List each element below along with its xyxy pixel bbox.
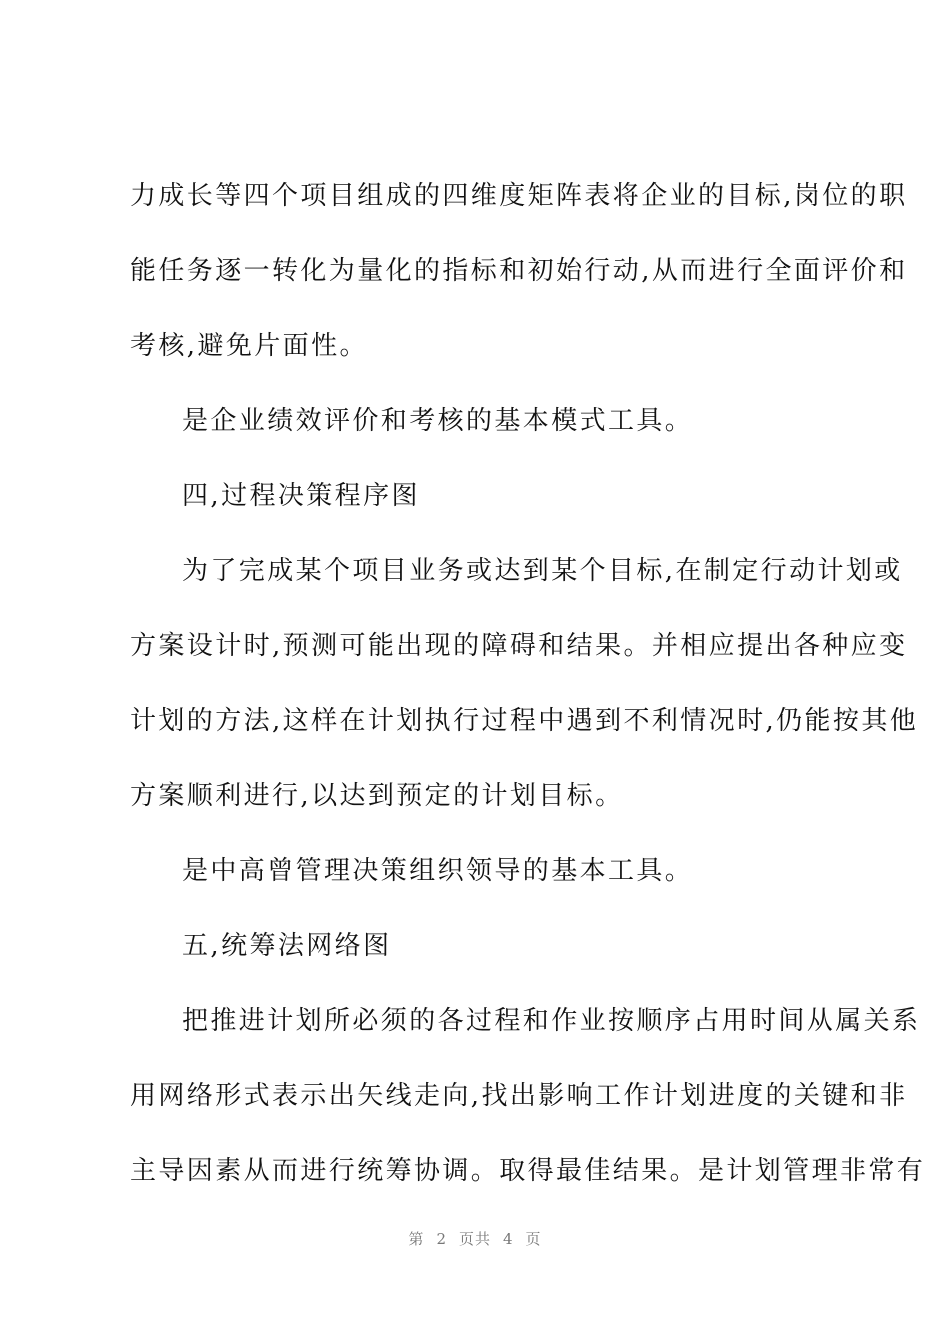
footer-page-number: 2 <box>436 1230 447 1248</box>
text-line-14: 主导因素从而进行统筹协调。取得最佳结果。是计划管理非常有 <box>130 1156 926 1186</box>
text-line-9: 方案顺利进行,以达到预定的计划目标。 <box>130 781 624 811</box>
text-line-12: 把推进计划所必须的各过程和作业按顺序占用时间从属关系 <box>182 1006 921 1036</box>
text-line-3: 考核,避免片面性。 <box>130 331 368 361</box>
text-line-4: 是企业绩效评价和考核的基本模式工具。 <box>182 406 694 436</box>
footer-ye-gong: 页共 <box>458 1230 491 1248</box>
footer-total-pages: 4 <box>503 1230 514 1248</box>
text-line-10: 是中高曾管理决策组织领导的基本工具。 <box>182 856 694 886</box>
text-line-13: 用网络形式表示出矢线走向,找出影响工作计划进度的关键和非 <box>130 1081 908 1111</box>
footer-ye: 页 <box>525 1230 542 1248</box>
page-footer <box>0 1228 950 1249</box>
footer-di: 第 <box>408 1230 425 1248</box>
section-heading-5: 五,统筹法网络图 <box>182 931 392 961</box>
text-line-6: 为了完成某个项目业务或达到某个目标,在制定行动计划或 <box>182 556 903 586</box>
section-heading-4: 四,过程决策程序图 <box>182 481 420 511</box>
text-line-1: 力成长等四个项目组成的四维度矩阵表将企业的目标,岗位的职 <box>130 181 908 211</box>
text-line-7: 方案设计时,预测可能出现的障碍和结果。并相应提出各种应变 <box>130 631 908 661</box>
text-line-2: 能任务逐一转化为量化的指标和初始行动,从而进行全面评价和 <box>130 256 908 286</box>
text-line-8: 计划的方法,这样在计划执行过程中遇到不利情况时,仍能按其他 <box>130 706 919 736</box>
